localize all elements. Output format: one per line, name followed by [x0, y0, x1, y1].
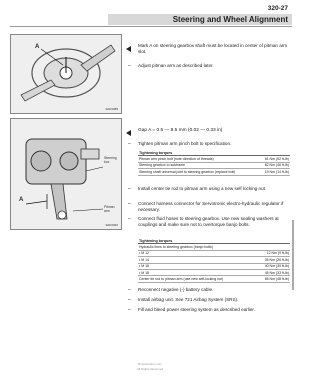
step-mark-a: Mark A on steering gearbox shaft must be located in center of pitman arm slot.	[138, 43, 288, 54]
table-subheading: Hydraulic lines to steering gearbox (banjo bolts)	[138, 244, 290, 250]
figure-steering-gearbox	[10, 118, 122, 230]
step-install-airbag: Install airbag unit. See 721 Airbag System (SRS).	[138, 297, 239, 302]
bullet-dash: –	[128, 63, 131, 69]
table-heading: Tightening torques	[138, 150, 290, 156]
table-row: Steering shaft universal joint to steering gearbox (replace bolt) 19 Nm (14 ft-lb)	[139, 169, 289, 174]
header-rule	[10, 26, 292, 27]
table-row: Steering gearbox to subframe 82 Nm (46 ft-lb)	[139, 163, 289, 168]
step-tighten-pinch-bolt: Tighten pitman arm pinch bolt to specification.	[138, 141, 232, 146]
bullet-dash: –	[128, 186, 131, 192]
bullet-dash: –	[128, 201, 131, 207]
bullet-dash: –	[128, 307, 131, 313]
figure-label-a: A	[19, 197, 24, 203]
figure-label-a: A	[35, 44, 40, 50]
section-title: Steering and Wheel Alignment	[108, 14, 292, 25]
step-connect-harness: Connect harness connector for Servotronic electro-hydraulic regulator if necessary.	[138, 201, 284, 212]
step-connect-fluid-hoses: Connect fluid hoses to steering gearbox. Use new sealing washers at couplings and make sure not to overtorque banjo bolts.	[138, 216, 279, 227]
step-fill-bleed: Fill and bleed power steering system as described earlier.	[138, 307, 255, 312]
margin-bar	[292, 220, 294, 290]
step-reconnect-battery: Reconnect negative (-) battery cable.	[138, 287, 214, 292]
table-row: Center tie rod to pitman arm (use new self-locking nut) 65 Nm (48 ft-lb)	[139, 276, 289, 281]
bullet-dash: –	[128, 216, 131, 222]
table-row: • M 18 45 Nm (33 ft-lb)	[139, 270, 289, 275]
table-row: • M 16 40 Nm (30 ft-lb)	[139, 264, 289, 269]
torque-table-1	[138, 150, 290, 176]
label-pitman-arm: Pitman arm	[104, 205, 115, 213]
figure-id: 320r0089	[105, 107, 118, 111]
bullet-dash: –	[128, 141, 131, 147]
step-arrow-icon	[126, 130, 131, 136]
footer-rights: All Rights Reserved	[136, 367, 164, 371]
table-row: • M 14 35 Nm (26 ft-lb)	[139, 257, 289, 262]
table-heading: Tightening torques	[138, 238, 290, 244]
table-row: • M 12 12 Nm (9 ft-lb)	[139, 251, 289, 256]
pitman-arm-illustration	[11, 35, 121, 113]
page-number: 320-27	[267, 5, 288, 12]
step-gap-a: Gap A = 0.5 — 8.5 mm (0.02 — 0.33 in)	[138, 128, 223, 133]
figure-pitman-arm-mark	[10, 34, 122, 114]
step-install-tie-rod: Install center tie rod to pitman arm using a new self locking nut.	[138, 186, 267, 191]
figure-id: 320r0090	[105, 223, 118, 227]
table-row: Pitman arm pinch bolt (note direction of threads) 61 Nm (52 ft-lb)	[139, 156, 289, 161]
bullet-dash: –	[128, 297, 131, 303]
step-adjust-pitman: Adjust pitman arm as described later.	[138, 63, 214, 68]
label-steering-box: Steering box	[104, 156, 117, 164]
footer-watermark: BmwSolution.com	[137, 362, 162, 366]
torque-table-2	[138, 238, 290, 283]
bullet-dash: –	[128, 287, 131, 293]
step-arrow-icon	[126, 46, 131, 52]
